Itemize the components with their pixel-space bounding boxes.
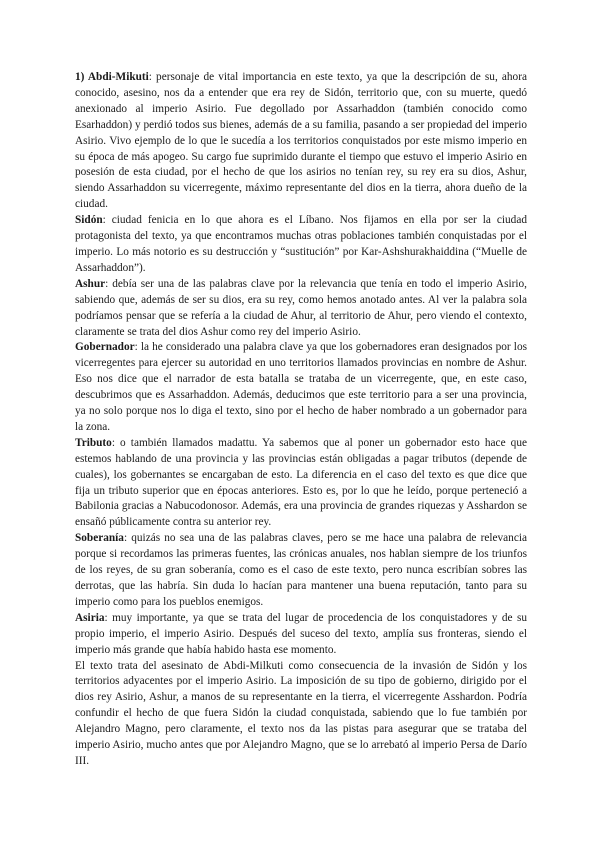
entry-term: 1) Abdi-Mikuti [75, 71, 149, 83]
entry-sidon [75, 213, 527, 277]
entry-term: Gobernador [75, 341, 135, 354]
entry-text: : quizás no sea una de las palabras claves, pero se me hace una palabra de relevancia porque si recordamos las primeras fuentes, las crónicas anuales, nos hablan siempre de los triunfos de los reyes, de su gran soberanía, como es el caso de este texto, pero nunca escribían sobres las derrotas, que las habría. Sin duda lo hacían para mantener una buena reputación, tanto para su imperio como para los pueblos enemigos. [75, 532, 527, 608]
entry-term: Ashur [75, 277, 106, 290]
entry-text: : o también llamados madattu. Ya sabemos que al poner un gobernador esto hace que estemos hablando de una provincia y las provincias están obligadas a pagar tributos (depende de cuales), los gobernantes se encargaban de esto. La diferencia en el caso del texto es que dice que fija un tributo superior que en épocas anteriores. Esto es, por lo que he leído, porque perteneció a Babilonia gracias a Nabucodonosor. Además, era una provincia de grandes riquezas y Asshardon se ensañó públicamente contra su anterior rey. [75, 436, 527, 529]
entry-text: : ciudad fenicia en lo que ahora es el Líbano. Nos fijamos en ella por ser la ciudad protagonista del texto, ya que encontramos muchas otras poblaciones también conquistadas por el imperio. Lo más notorio es su destrucción y “sustitución” por Kar-Ashshurakhaiddina (“Muelle de Assarhaddon”). [75, 214, 527, 274]
entry-soberania [75, 531, 527, 611]
entry-text: : debía ser una de las palabras clave por la relevancia que tenía en todo el imperio Asirio, sabiendo que, además de ser su dios, era su rey, como hemos anotado antes. Al ver la palabra sola podríamos pensar que se refería a la ciudad de Ahur, al territorio de Ahur, pero viendo el contexto, claramente se trata del dios Ashur como rey del imperio Asirio. [75, 277, 527, 338]
entry-tributo [75, 436, 527, 531]
entry-ashur [75, 277, 527, 341]
entry-gobernador [75, 340, 527, 435]
entry-term: Tributo [75, 436, 112, 449]
entry-asiria [75, 611, 527, 659]
entry-text: : personaje de vital importancia en este texto, ya que la descripción de su, ahora conocido, asesino, nos da a entender que era rey de Sidón, territorio que, con su muerte, quedó anexionado al imperio Asirio. Fue degollado por Assarhaddon (también conocido como Esarhaddon) y perdió todos sus bienes, además de a su familia, pasando a ser propiedad del imperio Asirio. Vivo ejemplo de lo que le sucedía a los territorios conquistados por este mismo imperio en su época de más apogeo. Su cargo fue suprimido durante el tiempo que estuvo el imperio Asirio en posesión de esta ciudad, por el hecho de que los asirios no tenían rey, su rey era su dios, Ashur, siendo Assarhaddon su vicerregente, máximo representante del dios en la tierra, ahora dueño de la ciudad. [75, 71, 527, 211]
document-body [75, 70, 527, 770]
entry-term: Sidón [75, 214, 103, 227]
entry-abdi-milkuti [75, 70, 527, 213]
entry-text: : muy importante, ya que se trata del lugar de procedencia de los conquistadores y de su propio imperio, el imperio Asirio. Después del suceso del texto, amplía sus fronteras, siendo el imperio más grande que había habido hasta ese momento. [75, 611, 527, 656]
entry-term: Soberanía [75, 532, 124, 545]
closing-paragraph: El texto trata del asesinato de Abdi-Milkuti como consecuencia de la invasión de Sidón y los territorios adyacentes por el imperio Asirio. La imposición de su tipo de gobierno, dirigido por el dios rey Asirio, Ashur, a manos de su representante en la tierra, el vicerregente Asshardon. Podría confundir el hecho de que fuera Sidón la ciudad conquistada, sabiendo que lo fue también por Alejandro Magno, pero claramente, el texto nos da las pistas para asegurar que se trataba del imperio Asirio, mucho antes que por Alejandro Magno, que se lo arrebató al imperio Persa de Darío III. [75, 659, 527, 767]
entry-term: Asiria [75, 611, 105, 624]
entry-text: : la he considerado una palabra clave ya que los gobernadores eran designados por los vicerregentes para ejercer su autoridad en uno territorios llamados provincias en nombre de Ashur. Eso nos dice que el narrador de esta batalla se trataba de un vicerregente, que, en este caso, descubrimos que es Assarhaddon. Además, deducimos que este territorio para a ser una provincia, ya no solo porque nos lo diga el texto, sino por el hecho de haber nombrado a un gobernador para la zona. [75, 341, 527, 433]
